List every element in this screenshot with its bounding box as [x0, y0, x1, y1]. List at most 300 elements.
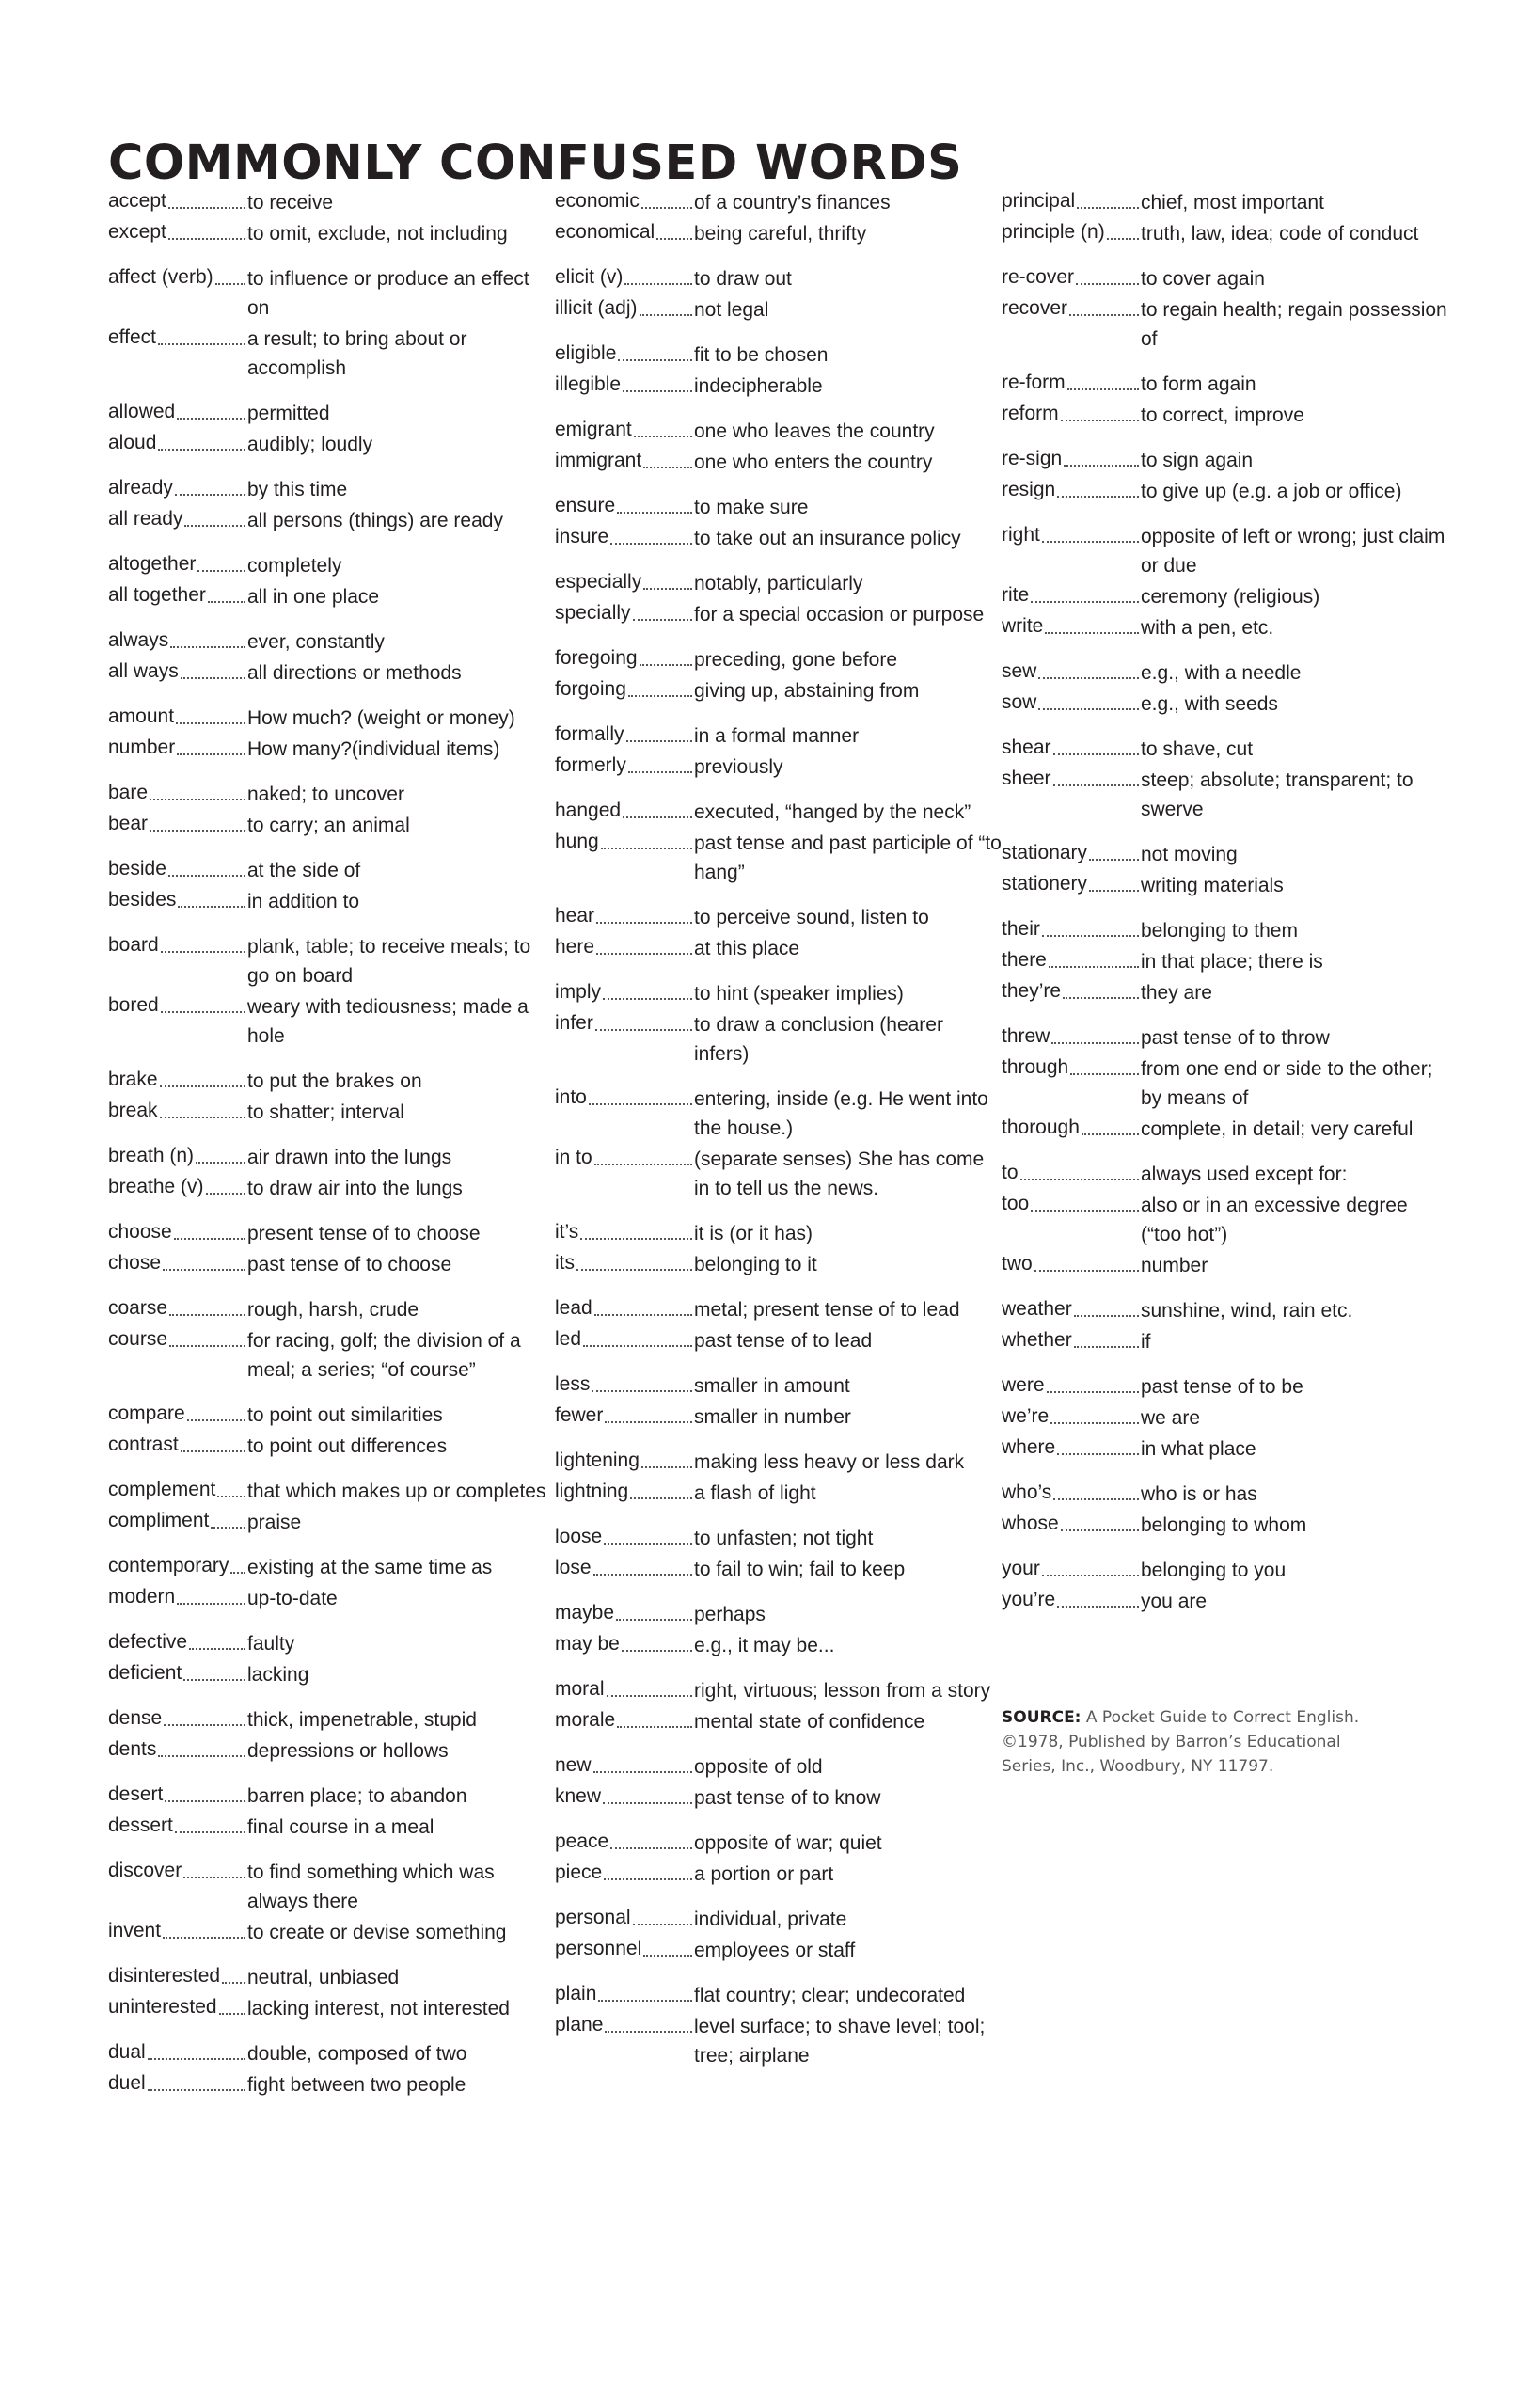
- entry-term: threw: [1002, 1025, 1050, 1047]
- dot-leader: [1034, 1269, 1139, 1272]
- entry-definition: to cover again: [1141, 268, 1265, 290]
- word-entry: [108, 2068, 550, 2099]
- entry-definition: to find something which was always there: [247, 1861, 495, 1912]
- entry-definition: in what place: [1141, 1438, 1256, 1460]
- entry-term: resign: [1002, 479, 1056, 500]
- word-entry: [555, 1217, 1002, 1248]
- word-entry: [1002, 1053, 1448, 1113]
- word-entry: [108, 323, 550, 383]
- word-entry: [108, 580, 550, 611]
- word-entry: [108, 186, 550, 217]
- dot-leader: [592, 1389, 692, 1392]
- entry-definition: in addition to: [247, 891, 360, 912]
- entry-definition: preceding, gone before: [694, 649, 897, 671]
- dot-leader: [610, 1846, 692, 1849]
- word-group: [1002, 838, 1448, 900]
- word-group: [108, 473, 550, 535]
- dot-leader: [617, 511, 692, 514]
- dot-leader: [170, 645, 245, 648]
- entry-definition: smaller in number: [694, 1406, 851, 1428]
- entry-term: loose: [555, 1526, 603, 1547]
- word-entry: [555, 491, 1002, 522]
- word-group: [555, 1446, 1002, 1508]
- word-entry: [1002, 1478, 1448, 1509]
- entry-term: duel: [108, 2072, 146, 2094]
- entry-term: immigrant: [555, 450, 642, 471]
- entry-definition: number: [1141, 1255, 1208, 1276]
- word-entry: [108, 1658, 550, 1689]
- dot-leader: [643, 1954, 692, 1956]
- entry-term: to: [1002, 1162, 1019, 1183]
- entry-definition: employees or staff: [694, 1940, 856, 1961]
- dot-leader: [181, 676, 245, 679]
- entry-term: maybe: [555, 1602, 615, 1624]
- word-group: [1002, 1022, 1448, 1144]
- word-group: [555, 1293, 1002, 1355]
- word-entry: [108, 217, 550, 248]
- word-entry: [1002, 1585, 1448, 1616]
- entry-definition: double, composed of two: [247, 2043, 467, 2065]
- entry-term: lightning: [555, 1481, 629, 1502]
- entry-term: morale: [555, 1709, 616, 1731]
- dot-leader: [596, 921, 692, 924]
- dot-leader: [177, 1602, 245, 1605]
- entry-term: uninterested: [108, 1996, 217, 2018]
- dot-leader: [1045, 631, 1139, 634]
- word-group: [555, 1903, 1002, 1965]
- dot-leader: [222, 1981, 245, 1984]
- word-entry: [108, 626, 550, 657]
- word-entry: [555, 522, 1002, 553]
- entry-definition: making less heavy or less dark: [694, 1451, 965, 1473]
- entry-term: in to: [555, 1147, 592, 1168]
- word-entry: [108, 990, 550, 1051]
- entry-term: sew: [1002, 660, 1037, 682]
- word-group: [108, 854, 550, 916]
- word-group: [1002, 1478, 1448, 1540]
- word-group: [108, 1703, 550, 1766]
- dot-leader: [1061, 419, 1139, 421]
- entry-definition: giving up, abstaining from: [694, 680, 920, 702]
- entry-definition: also or in an excessive degree (“too hot”): [1141, 1195, 1408, 1245]
- dot-leader: [169, 1313, 245, 1316]
- dot-leader: [1053, 784, 1139, 786]
- entry-term: lose: [555, 1557, 592, 1578]
- entry-term: forgoing: [555, 678, 626, 700]
- entry-term: deficient: [108, 1662, 182, 1684]
- dot-leader: [583, 1344, 692, 1347]
- dot-leader: [1089, 858, 1139, 861]
- entry-definition: to make sure: [694, 497, 809, 518]
- entry-term: thorough: [1002, 1117, 1080, 1138]
- dot-leader: [594, 1313, 692, 1316]
- dot-leader: [196, 1161, 245, 1164]
- dot-leader: [643, 466, 692, 468]
- entry-definition: final course in a meal: [247, 1816, 434, 1838]
- word-entry: [1002, 186, 1448, 217]
- dot-leader: [163, 1268, 245, 1271]
- word-entry: [555, 1324, 1002, 1355]
- entry-definition: previously: [694, 756, 783, 778]
- entry-term: reform: [1002, 403, 1059, 424]
- entry-definition: one who leaves the country: [694, 420, 935, 442]
- dot-leader: [150, 798, 245, 800]
- entry-definition: lacking interest, not interested: [247, 1998, 510, 2020]
- entry-term: invent: [108, 1920, 162, 1941]
- entry-term: whether: [1002, 1329, 1072, 1351]
- word-group: [1002, 914, 1448, 1007]
- word-entry: [555, 751, 1002, 782]
- word-entry: [108, 428, 550, 459]
- entry-definition: fit to be chosen: [694, 344, 829, 366]
- entry-term: amount: [108, 705, 175, 727]
- word-entry: [555, 827, 1002, 887]
- entry-term: fewer: [555, 1404, 604, 1426]
- entry-definition: How many?(individual items): [247, 738, 500, 760]
- entry-term: allowed: [108, 401, 176, 422]
- word-group: [555, 977, 1002, 1069]
- entry-term: lightening: [555, 1450, 640, 1471]
- entry-term: all ready: [108, 508, 183, 530]
- dot-leader: [1074, 1345, 1139, 1348]
- entry-term: knew: [555, 1785, 602, 1807]
- entry-term: desert: [108, 1783, 164, 1805]
- entry-definition: weary with tediousness; made a hole: [247, 996, 529, 1047]
- entry-definition: neutral, unbiased: [247, 1967, 400, 1988]
- dot-leader: [161, 1010, 245, 1013]
- dot-leader: [601, 847, 692, 849]
- word-entry: [108, 1992, 550, 2023]
- entry-definition: opposite of old: [694, 1756, 823, 1778]
- word-group: [555, 186, 1002, 248]
- word-entry: [555, 598, 1002, 629]
- dot-leader: [594, 1163, 692, 1165]
- entry-term: re-cover: [1002, 266, 1075, 288]
- entry-definition: to put the brakes on: [247, 1070, 422, 1092]
- word-group: [108, 186, 550, 248]
- entry-definition: opposite of war; quiet: [694, 1832, 882, 1854]
- entry-definition: past tense and past participle of “to hang”: [694, 832, 1002, 883]
- word-entry: [555, 720, 1002, 751]
- word-entry: [108, 1916, 550, 1947]
- word-entry: [108, 1551, 550, 1582]
- entry-term: recover: [1002, 297, 1068, 319]
- word-entry: [1002, 1554, 1448, 1585]
- entry-definition: to unfasten; not tight: [694, 1528, 874, 1549]
- word-entry: [108, 1248, 550, 1279]
- page-title: COMMONLY CONFUSED WORDS: [108, 135, 963, 192]
- word-entry: [555, 370, 1002, 401]
- word-entry: [1002, 914, 1448, 945]
- entry-term: sheer: [1002, 768, 1051, 789]
- word-group: [1002, 520, 1448, 642]
- entry-definition: all persons (things) are ready: [247, 510, 503, 531]
- dot-leader: [178, 905, 245, 908]
- entry-term: led: [555, 1328, 582, 1350]
- word-entry: [1002, 945, 1448, 976]
- word-entry: [108, 702, 550, 733]
- word-entry: [108, 1324, 550, 1385]
- dot-leader: [1069, 313, 1139, 316]
- entry-definition: to carry; an animal: [247, 815, 410, 836]
- dot-leader: [1020, 1178, 1139, 1180]
- entry-definition: in that place; there is: [1141, 951, 1323, 973]
- source-label: SOURCE:: [1002, 1708, 1082, 1727]
- entry-definition: up-to-date: [247, 1588, 338, 1609]
- entry-definition: a result; to bring about or accomplish: [247, 328, 467, 379]
- entry-term: principal: [1002, 190, 1076, 212]
- word-entry: [108, 397, 550, 428]
- dot-leader: [177, 752, 245, 755]
- dot-leader: [148, 2057, 245, 2060]
- entry-term: imply: [555, 981, 602, 1003]
- dot-leader: [643, 587, 692, 590]
- dot-leader: [176, 721, 245, 724]
- word-group: [555, 1827, 1002, 1889]
- entry-term: illicit (adj): [555, 297, 638, 319]
- word-entry: [108, 657, 550, 688]
- entry-definition: belonging to whom: [1141, 1514, 1307, 1536]
- entry-definition: in a formal manner: [694, 725, 860, 747]
- word-entry: [1002, 1022, 1448, 1053]
- entry-term: aloud: [108, 432, 157, 453]
- entry-definition: belonging to it: [694, 1254, 817, 1275]
- word-group: [1002, 444, 1448, 506]
- word-entry: [108, 1430, 550, 1461]
- entry-term: whose: [1002, 1513, 1059, 1534]
- word-entry: [1002, 1370, 1448, 1402]
- word-group: [1002, 733, 1448, 824]
- entry-term: through: [1002, 1056, 1069, 1078]
- entry-definition: thick, impenetrable, stupid: [247, 1709, 477, 1731]
- entry-definition: to give up (e.g. a job or office): [1141, 481, 1402, 502]
- word-entry: [108, 1096, 550, 1127]
- word-group: [108, 626, 550, 688]
- word-entry: [108, 1811, 550, 1842]
- dot-leader: [165, 1799, 245, 1802]
- entry-term: all ways: [108, 660, 179, 682]
- dot-leader: [168, 237, 245, 240]
- entry-term: eligible: [555, 342, 617, 364]
- word-entry: [1002, 1158, 1448, 1189]
- entry-definition: of a country’s finances: [694, 192, 891, 214]
- word-entry: [1002, 262, 1448, 293]
- word-entry: [555, 446, 1002, 477]
- dot-leader: [593, 1573, 692, 1576]
- word-group: [555, 339, 1002, 401]
- entry-term: piece: [555, 1861, 603, 1883]
- entry-term: number: [108, 737, 176, 758]
- entry-definition: existing at the same time as: [247, 1557, 493, 1578]
- entry-term: principle (n): [1002, 221, 1105, 243]
- entry-term: weather: [1002, 1298, 1072, 1320]
- word-entry: [555, 1446, 1002, 1477]
- entry-definition: at this place: [694, 938, 800, 959]
- entry-term: there: [1002, 949, 1047, 971]
- word-entry: [108, 1293, 550, 1324]
- word-group: [1002, 1370, 1448, 1464]
- word-entry: [108, 1780, 550, 1811]
- word-group: [108, 1399, 550, 1461]
- word-entry: [1002, 520, 1448, 580]
- entry-definition: to sign again: [1141, 450, 1254, 471]
- entry-term: insure: [555, 526, 609, 547]
- entry-term: your: [1002, 1558, 1040, 1579]
- word-entry: [108, 1627, 550, 1658]
- entry-definition: all in one place: [247, 586, 380, 608]
- entry-term: they’re: [1002, 980, 1062, 1002]
- entry-definition: How much? (weight or money): [247, 707, 515, 729]
- entry-definition: metal; present tense of to lead: [694, 1299, 960, 1321]
- entry-definition: they are: [1141, 982, 1212, 1004]
- dot-leader: [598, 1999, 692, 2002]
- entry-definition: to create or devise something: [247, 1922, 507, 1943]
- dot-leader: [604, 1542, 692, 1545]
- dot-leader: [1050, 1421, 1139, 1424]
- word-entry: [1002, 293, 1448, 354]
- entry-definition: right, virtuous; lesson from a story: [694, 1680, 991, 1702]
- entry-term: defective: [108, 1631, 188, 1653]
- entry-term: board: [108, 934, 159, 956]
- entry-definition: we are: [1141, 1407, 1201, 1429]
- dot-leader: [168, 874, 245, 877]
- entry-term: affect (verb): [108, 266, 213, 288]
- word-entry: [1002, 399, 1448, 430]
- word-group: [1002, 262, 1448, 354]
- entry-term: discover: [108, 1860, 182, 1881]
- dot-leader: [633, 1923, 692, 1925]
- word-entry: [108, 1399, 550, 1430]
- dot-leader: [633, 618, 692, 621]
- entry-definition: depressions or hollows: [247, 1740, 449, 1762]
- entry-term: effect: [108, 326, 156, 348]
- word-entry: [555, 1934, 1002, 1965]
- word-entry: [108, 1172, 550, 1203]
- word-entry: [108, 473, 550, 504]
- dot-leader: [1047, 1390, 1139, 1393]
- dot-leader: [160, 1116, 245, 1118]
- word-entry: [555, 1370, 1002, 1401]
- dot-leader: [623, 816, 692, 818]
- entry-definition: a flash of light: [694, 1482, 816, 1504]
- entry-definition: you are: [1141, 1591, 1208, 1612]
- word-entry: [1002, 1402, 1448, 1433]
- entry-definition: lacking: [247, 1664, 309, 1686]
- entry-term: complement: [108, 1479, 216, 1500]
- word-entry: [108, 1582, 550, 1613]
- word-entry: [1002, 368, 1448, 399]
- word-group: [555, 262, 1002, 325]
- entry-definition: at the side of: [247, 860, 361, 881]
- word-group: [555, 1217, 1002, 1279]
- dot-leader: [1031, 1209, 1139, 1212]
- entry-term: bare: [108, 782, 149, 803]
- entry-term: may be: [555, 1633, 620, 1655]
- word-group: [108, 702, 550, 764]
- entry-definition: notably, particularly: [694, 573, 863, 594]
- entry-term: dessert: [108, 1814, 173, 1836]
- dot-leader: [1042, 1574, 1139, 1576]
- word-entry: [108, 930, 550, 990]
- dot-leader: [158, 1754, 245, 1757]
- word-entry: [108, 1961, 550, 1992]
- word-group: [108, 1856, 550, 1947]
- word-group: [1002, 657, 1448, 719]
- dot-leader: [206, 1192, 245, 1195]
- dot-leader: [163, 1936, 245, 1939]
- word-entry: [1002, 657, 1448, 688]
- entry-definition: permitted: [247, 403, 330, 424]
- entry-term: right: [1002, 524, 1040, 546]
- dot-leader: [183, 1876, 245, 1878]
- dot-leader: [1057, 1452, 1139, 1455]
- word-group: [108, 1065, 550, 1127]
- entry-definition: who is or has: [1141, 1483, 1257, 1505]
- word-entry: [108, 1065, 550, 1096]
- word-group: [108, 2037, 550, 2099]
- entry-term: we’re: [1002, 1405, 1050, 1427]
- dot-leader: [628, 770, 692, 773]
- dot-leader: [177, 417, 245, 420]
- entry-definition: level surface; to shave level; tool; tree; airplane: [694, 2016, 986, 2067]
- dot-leader: [230, 1571, 245, 1574]
- entry-definition: to draw a conclusion (hearer infers): [694, 1014, 943, 1065]
- entry-term: bored: [108, 994, 159, 1016]
- word-entry: [108, 1703, 550, 1735]
- entry-term: specially: [555, 602, 631, 624]
- word-entry: [555, 1522, 1002, 1553]
- entry-definition: a portion or part: [694, 1863, 834, 1885]
- word-group: [555, 1979, 1002, 2070]
- entry-term: moral: [555, 1678, 605, 1700]
- word-column-3: [1002, 186, 1448, 1779]
- word-entry: [108, 2037, 550, 2068]
- entry-term: coarse: [108, 1297, 168, 1319]
- entry-term: already: [108, 477, 173, 499]
- word-entry: [555, 674, 1002, 705]
- word-entry: [555, 1674, 1002, 1705]
- word-group: [108, 930, 550, 1051]
- entry-term: into: [555, 1086, 587, 1108]
- entry-term: economic: [555, 190, 640, 212]
- entry-definition: air drawn into the lungs: [247, 1147, 452, 1168]
- word-group: [555, 1522, 1002, 1584]
- dot-leader: [1076, 282, 1139, 285]
- entry-definition: one who enters the country: [694, 452, 933, 473]
- word-entry: [555, 1827, 1002, 1858]
- entry-term: disinterested: [108, 1965, 221, 1987]
- word-column-1: [108, 186, 550, 2114]
- entry-term: shear: [1002, 737, 1051, 758]
- entry-term: you’re: [1002, 1589, 1056, 1610]
- entry-definition: writing materials: [1141, 875, 1284, 896]
- entry-term: illegible: [555, 373, 622, 395]
- dot-leader: [1077, 206, 1139, 209]
- dot-leader: [175, 1830, 245, 1833]
- dot-leader: [189, 1647, 245, 1650]
- entry-definition: past tense of to be: [1141, 1376, 1303, 1398]
- dot-leader: [164, 1723, 245, 1726]
- entry-term: its: [555, 1252, 575, 1274]
- word-entry: [555, 1858, 1002, 1889]
- entry-term: modern: [108, 1586, 176, 1608]
- word-entry: [108, 854, 550, 885]
- word-entry: [555, 1293, 1002, 1324]
- entry-definition: complete, in detail; very careful: [1141, 1118, 1414, 1140]
- word-entry: [1002, 611, 1448, 642]
- word-group: [555, 796, 1002, 887]
- dot-leader: [641, 206, 692, 209]
